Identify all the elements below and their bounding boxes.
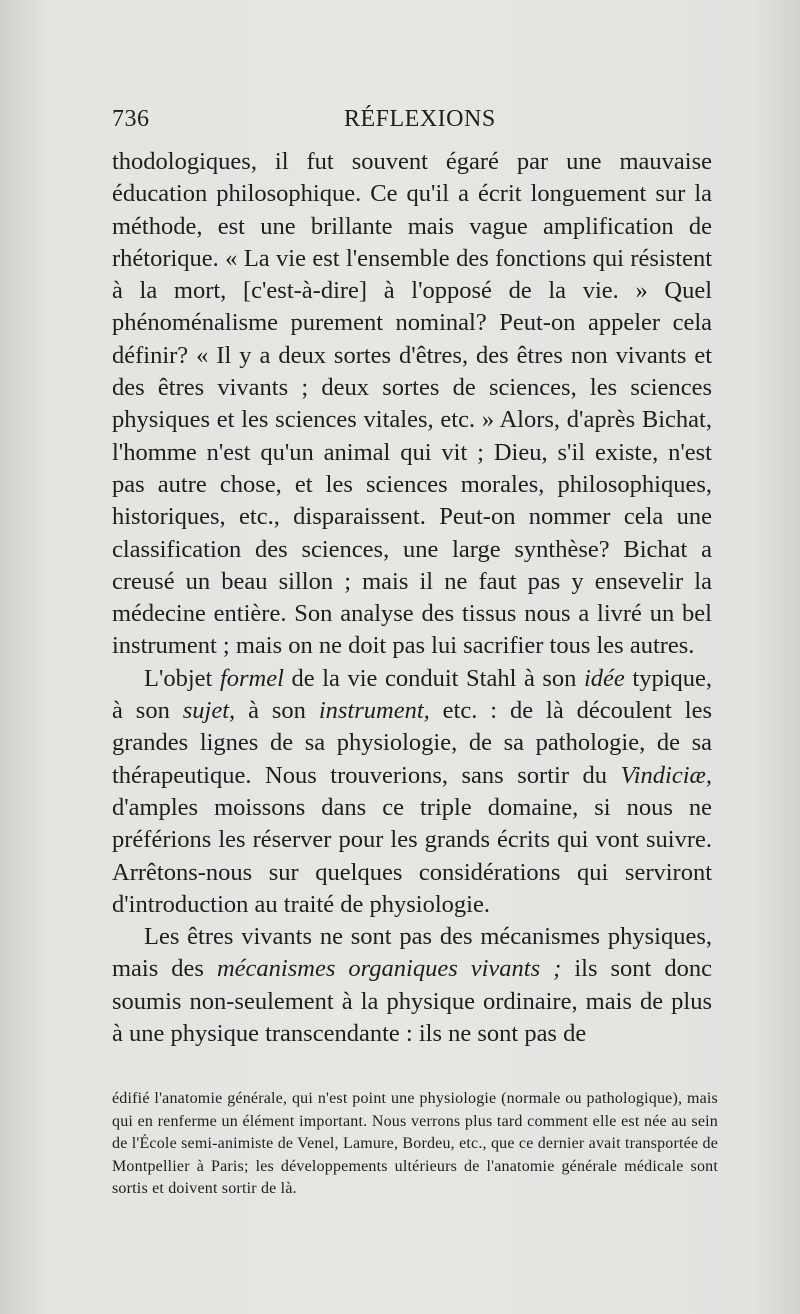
page-number: 736 (112, 106, 150, 132)
paragraph-2: L'objet formel de la vie conduit Stahl à son idée typique, à son sujet, à son instrument, etc. : de là découlent les grandes lignes de sa physiologie, de sa pathologie, de sa thérapeutique. Nous trouverions, sans sortir du Vindiciæ, d'amples moissons dans ce triple domaine, si nous ne préférions les réserver pour les grands écrits qui vont suivre. Arrêtons-nous sur quelques considérations qui serviront d'introduction au traité de physiologie. (112, 664, 712, 918)
running-title: RÉFLEXIONS (344, 106, 496, 132)
paragraph-3: Les êtres vivants ne sont pas des mécanismes physiques, mais des mécanismes organiques vivants ; ils sont donc soumis non-seulement à la physique ordinaire, mais de plus à une physique transcendante : ils ne sont pas de (112, 923, 713, 1048)
main-text (112, 146, 712, 1050)
footnote (112, 1088, 718, 1201)
footnote-text: édifié l'anatomie générale, qui n'est point une physiologie (normale ou pathologique), mais qui en renferme un élément important. Nous verrons plus tard comment elle est née au sein de l'École semi-animiste de Venel, Lamure, Bordeu, etc., que ce dernier avait transportée de Montpellier à Paris; les développements ultérieurs de l'anatomie générale médicale sont sortis et doivent sortir de là. (112, 1090, 718, 1198)
page-header (112, 104, 712, 134)
paragraph-1: thodologiques, il fut souvent égaré par une mauvaise éducation philosophique. Ce qu'il a écrit longuement sur la méthode, est une brillante mais vague amplification de rhétorique. « La vie est l'ensemble des fonctions qui résistent à la mort, [c'est-à-dire] à l'opposé de la vie. » Quel phénoménalisme purement nominal? Peut-on appeler cela définir? « Il y a deux sortes d'êtres, des êtres non vivants et des êtres vivants ; deux sortes de sciences, les sciences physiques et les sciences vitales, etc. » Alors, d'après Bichat, l'homme n'est qu'un animal qui vit ; Dieu, s'il existe, n'est pas autre chose, et les sciences morales, philosophiques, historiques, etc., disparaissent. Peut-on nommer cela une classification des sciences, une large synthèse? Bichat a creusé un beau sillon ; mais il ne faut pas y ensevelir la médecine entière. Son analyse des tissus nous a livré un bel instrument ; mais on ne doit pas lui sacrifier tous les autres. (112, 148, 712, 660)
